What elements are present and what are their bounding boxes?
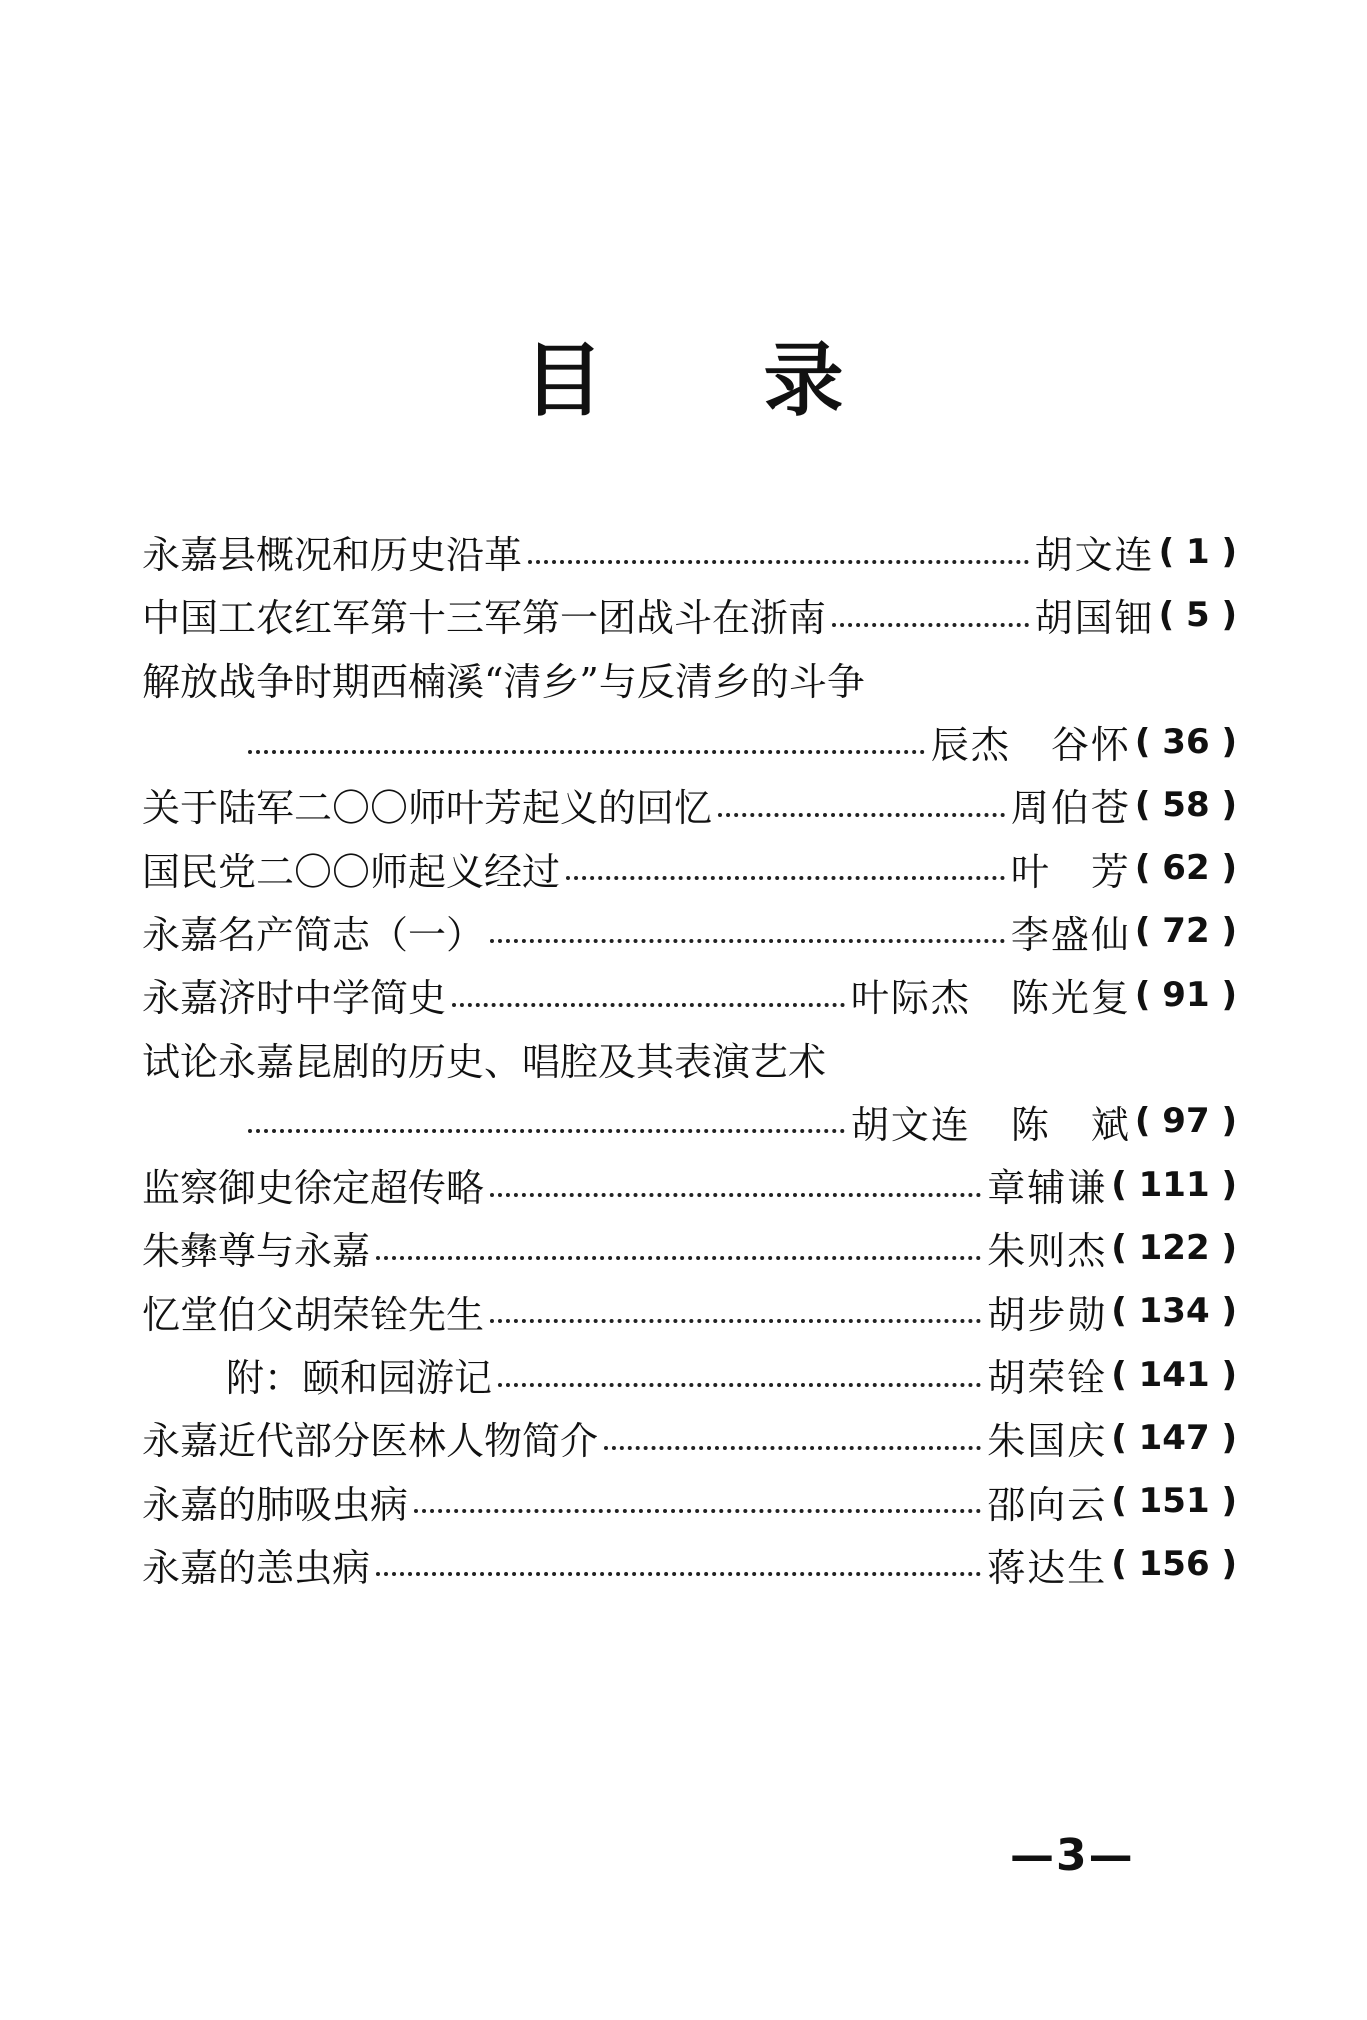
toc-entry-author: 胡步勋 [987,1292,1108,1337]
toc-entry [142,1343,1237,1406]
toc-entry-author: 胡文连 陈 斌 [850,1102,1131,1147]
toc-entry-page: ( 58 ) [1134,784,1237,825]
toc-entry-page: ( 151 ) [1111,1481,1237,1522]
dot-leader [248,1129,845,1133]
toc-entry-author: 胡荣铨 [987,1356,1108,1400]
toc-entry [142,583,1237,646]
toc-entry-page: ( 62 ) [1134,848,1237,889]
toc-entry [142,963,1237,1026]
dot-leader [566,876,1005,880]
toc-entry [142,836,1237,899]
dot-leader [376,1256,981,1260]
dot-leader [604,1446,981,1450]
toc-entry-page: ( 111 ) [1111,1164,1237,1205]
toc-entry [142,773,1237,836]
toc-entry-page: ( 134 ) [1111,1291,1237,1332]
toc-entry-author: 朱则杰 [987,1229,1108,1274]
toc-entry [142,1533,1237,1596]
toc-entry-title: 附：颐和园游记 [226,1356,493,1400]
toc-entry [142,647,1237,710]
toc-entry-continuation [142,710,1237,773]
dot-leader [376,1572,981,1576]
toc-entry [142,900,1237,963]
dot-leader [248,750,925,754]
toc-entry [142,1026,1237,1089]
toc-entry-author: 蒋达生 [987,1545,1108,1590]
dot-leader [528,560,1029,564]
toc-entry-author: 李盛仙 [1010,912,1131,957]
dot-leader [832,623,1029,627]
dot-leader [718,813,1005,817]
title-char-1: 目 [523,332,604,427]
toc-entry-title: 忆堂伯父胡荣铨先生 [142,1292,485,1337]
toc-entry [142,1280,1237,1343]
toc-entry-title: 关于陆军二〇〇师叶芳起义的回忆 [142,786,713,831]
toc-entry-author: 周伯苍 [1010,786,1131,831]
toc-entry-author: 辰杰 谷怀 [930,723,1131,768]
toc-entry-author: 叶 芳 [1010,849,1131,894]
toc-entry [142,1469,1237,1532]
toc-entry-author: 章辅谦 [987,1166,1108,1211]
toc-entry-title: 永嘉近代部分医林人物简介 [142,1419,599,1464]
dot-leader [490,1193,981,1197]
toc-entry-title: 朱彝尊与永嘉 [142,1229,371,1274]
toc-entry-author: 朱国庆 [987,1419,1108,1464]
title-char-2: 录 [763,332,844,427]
toc-entry-title: 永嘉县概况和历史沿革 [142,533,523,578]
toc-entry-page: ( 147 ) [1111,1417,1237,1458]
toc-entry-continuation [142,1090,1237,1153]
toc-entry-author: 邵向云 [987,1482,1108,1527]
toc-entry [142,1216,1237,1279]
toc-entry-page: ( 156 ) [1111,1544,1237,1585]
toc-entry-title: 永嘉名产简志（一） [142,912,485,957]
toc-entry-title: 永嘉济时中学简史 [142,976,447,1021]
toc-entry-page: ( 97 ) [1134,1101,1237,1142]
toc-entry-author: 胡文连 [1034,533,1155,578]
toc-entry-title: 中国工农红军第十三军第一团战斗在浙南 [142,596,827,641]
toc-entry-page: ( 122 ) [1111,1227,1237,1268]
toc-entry-page: ( 72 ) [1134,911,1237,952]
toc-entry-title: 试论永嘉昆剧的历史、唱腔及其表演艺术 [142,1039,827,1084]
toc-entry-title: 监察御史徐定超传略 [142,1166,485,1211]
toc-entry-author: 叶际杰 陈光复 [850,976,1131,1021]
toc-entry-page: ( 5 ) [1158,594,1237,635]
dot-leader [490,939,1005,943]
dot-leader [498,1383,981,1387]
toc-entry-title: 解放战争时期西楠溪“清乡”与反清乡的斗争 [142,659,865,704]
toc-entry-author: 胡国钿 [1034,596,1155,641]
dot-leader [490,1319,981,1323]
toc-entry-page: ( 36 ) [1134,721,1237,762]
toc-entry [142,1406,1237,1469]
toc-entry-title: 国民党二〇〇师起义经过 [142,849,561,894]
page-number: —3— [1010,1830,1135,1881]
toc-entry-title: 永嘉的肺吸虫病 [142,1482,409,1527]
toc-entry-title: 永嘉的恙虫病 [142,1545,371,1590]
table-of-contents [142,520,1237,1596]
dot-leader [452,1003,845,1007]
toc-entry [142,520,1237,583]
toc-entry-page: ( 91 ) [1134,974,1237,1015]
dot-leader [414,1509,981,1513]
page-title [0,318,1367,428]
toc-entry-page: ( 1 ) [1158,531,1237,572]
toc-entry-page: ( 141 ) [1111,1354,1237,1395]
toc-entry [142,1153,1237,1216]
